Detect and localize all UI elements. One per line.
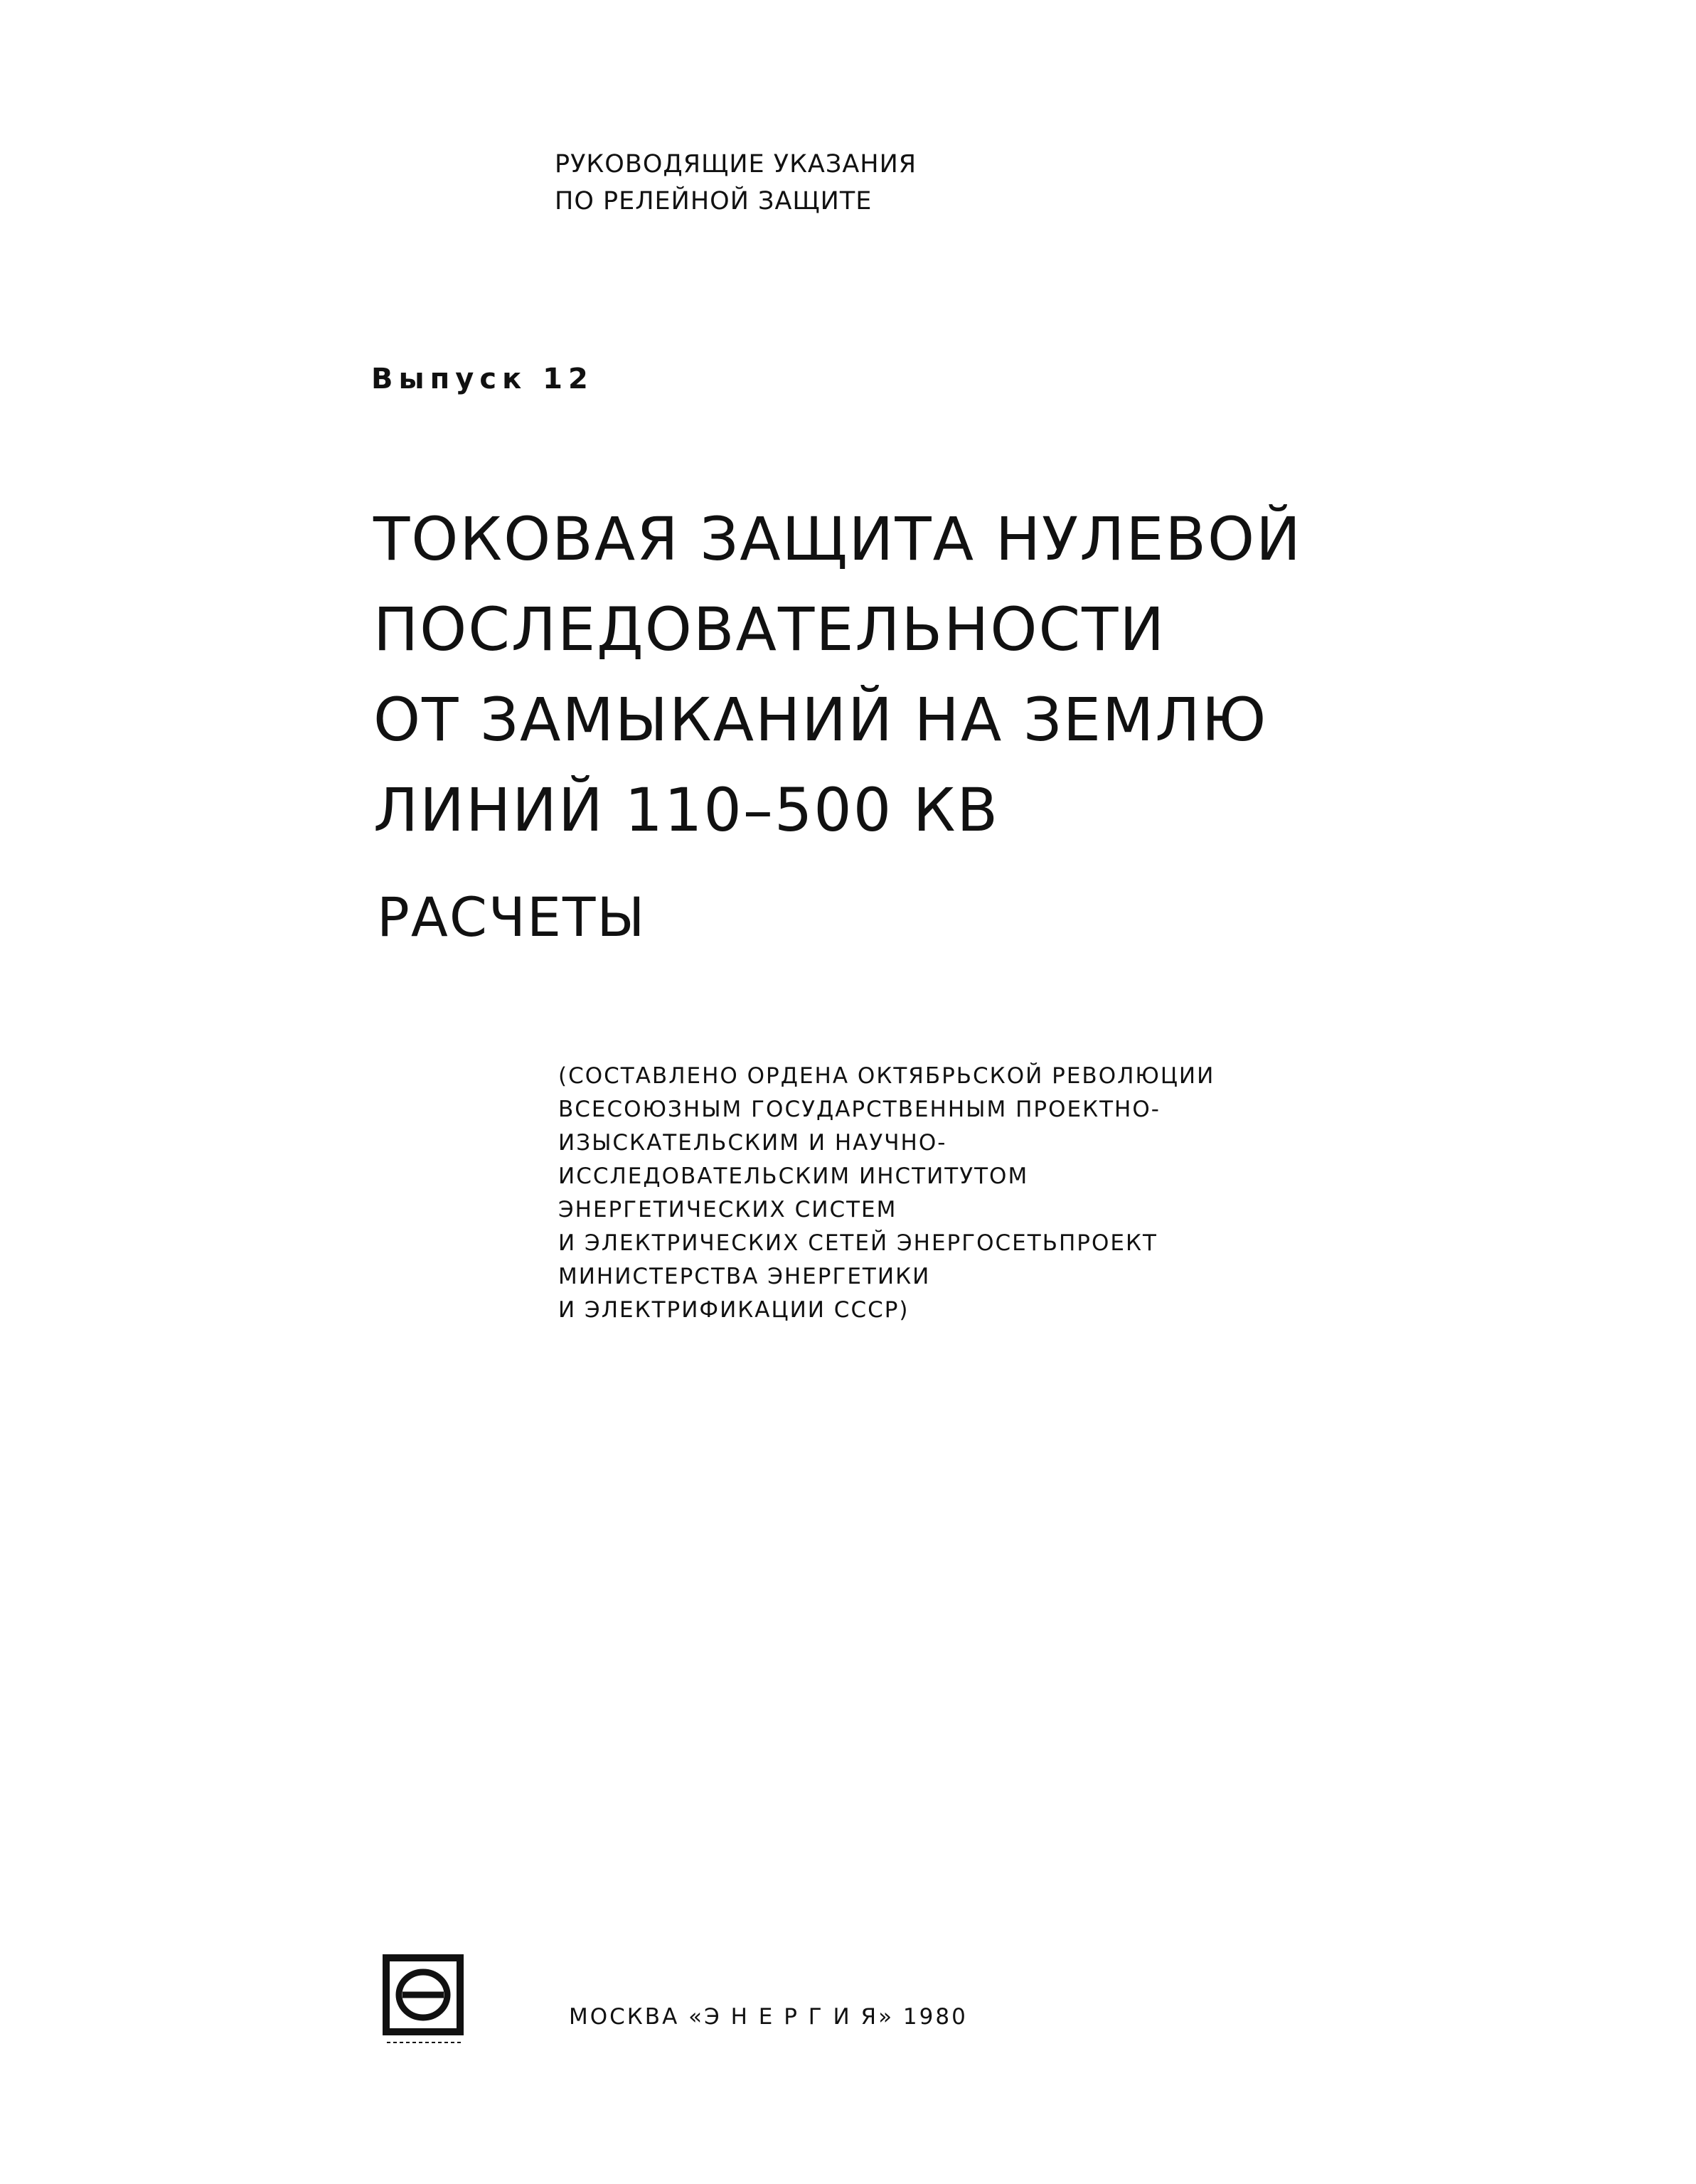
compiled-line-2: ВСЕСОЮЗНЫМ ГОСУДАРСТВЕННЫМ ПРОЕКТНО-	[558, 1097, 1161, 1122]
compiled-line-6: И ЭЛЕКТРИЧЕСКИХ СЕТЕЙ ЭНЕРГОСЕТЬПРОЕКТ	[558, 1230, 1158, 1256]
compiled-line-1: (СОСТАВЛЕНО ОРДЕНА ОКТЯБРЬСКОЙ РЕВОЛЮЦИИ	[558, 1063, 1215, 1089]
compiled-line-8: И ЭЛЕКТРИФИКАЦИИ СССР)	[558, 1297, 910, 1323]
title-line-3: ОТ ЗАМЫКАНИЙ НА ЗЕМЛЮ	[373, 685, 1268, 755]
compiled-line-5: ЭНЕРГЕТИЧЕСКИХ СИСТЕМ	[558, 1197, 897, 1222]
title-line-1: ТОКОВАЯ ЗАЩИТА НУЛЕВОЙ	[373, 504, 1303, 574]
title-line-4: ЛИНИЙ 110–500 КВ	[373, 775, 1000, 845]
series-heading	[555, 146, 917, 220]
compiled-line-7: МИНИСТЕРСТВА ЭНЕРГЕТИКИ	[558, 1264, 931, 1289]
book-title	[373, 494, 1302, 856]
compiled-line-3: ИЗЫСКАТЕЛЬСКИМ И НАУЧНО-	[558, 1130, 947, 1156]
series-line-1: РУКОВОДЯЩИЕ УКАЗАНИЯ	[555, 150, 917, 179]
issue-number: Выпуск 12	[371, 363, 594, 395]
compiled-by-note	[558, 1060, 1215, 1327]
title-line-2: ПОСЛЕДОВАТЕЛЬНОСТИ	[373, 595, 1166, 664]
energiya-publisher-logo-icon	[383, 1954, 464, 2047]
publisher-imprint: МОСКВА «Э Н Е Р Г И Я» 1980	[569, 2004, 968, 2030]
book-subtitle: РАСЧЕТЫ	[377, 885, 646, 949]
compiled-line-4: ИССЛЕДОВАТЕЛЬСКИМ ИНСТИТУТОМ	[558, 1163, 1029, 1189]
series-line-2: ПО РЕЛЕЙНОЙ ЗАЩИТЕ	[555, 187, 873, 215]
